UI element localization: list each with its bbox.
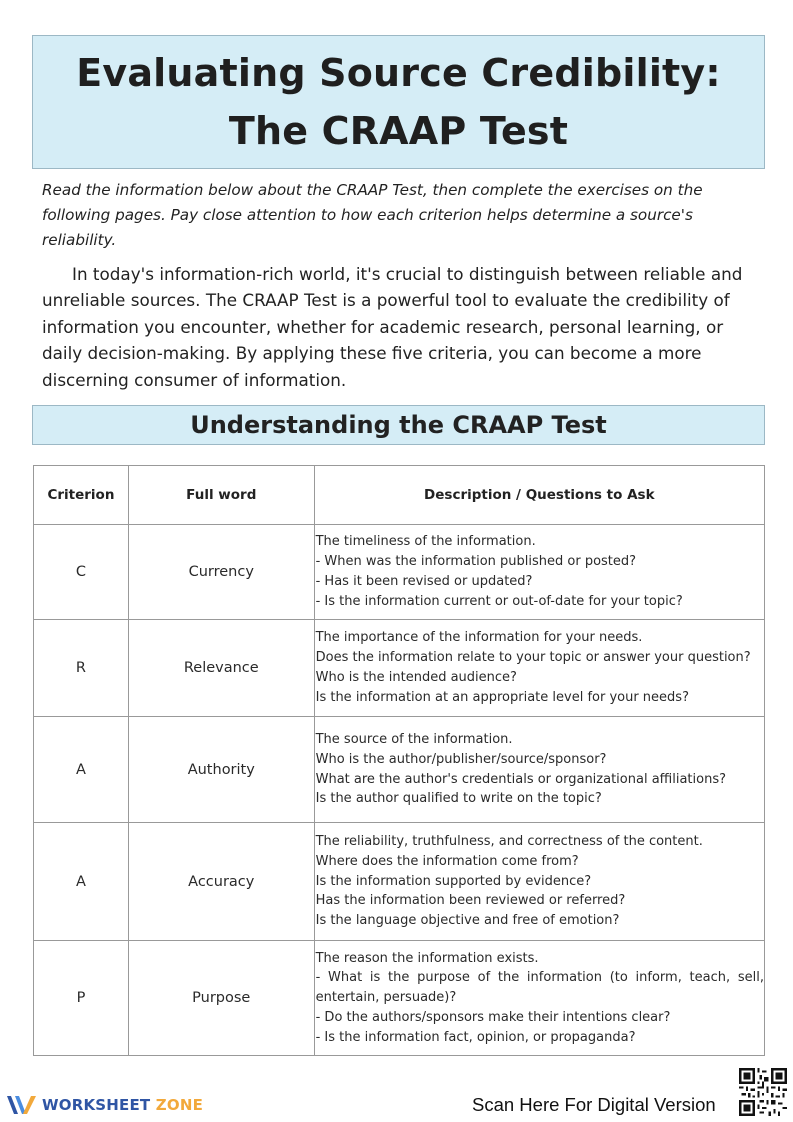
table-row [34,941,765,1056]
section-title: Understanding the CRAAP Test [190,411,607,439]
logo-word-worksheet: WORKSHEET [42,1096,151,1114]
header-description: Description / Questions to Ask [314,466,764,525]
criterion-description [314,717,764,823]
title-banner [32,35,765,169]
intro-paragraph [42,261,762,393]
description-line: Has the information been reviewed or referred? [315,893,626,909]
criterion-word: Authority [128,717,314,823]
table-header-row [34,466,765,525]
description-line: - Has it been revised or updated? [315,574,533,589]
header-full-word: Full word [128,466,314,525]
description-line: - When was the information published or posted? [315,554,637,570]
criterion-word: Accuracy [128,823,314,941]
logo-wordmark [42,1096,203,1114]
criterion-word: Purpose [128,941,314,1056]
craap-table [33,465,765,1056]
instructions-text: Read the information below about the CRAAP Test, then complete the exercises on the following pages. Pay close attention to how each criterion helps determine a source's reliability. [42,181,703,249]
criterion-letter: A [34,717,129,823]
section-banner [32,405,765,445]
table-row [34,823,765,941]
logo-word-zone: ZONE [155,1096,204,1114]
description-line: The reason the information exists. [315,950,539,966]
criterion-letter: C [34,525,129,620]
intro-paragraph-text: In today's information-rich world, it's crucial to distinguish between reliable and unreliable sources. The CRAAP Test is a powerful tool to evaluate the credibility of information you encounter, whether for academic research, personal learning, or daily decision-making. By applying these five criteria, you can become a more discerning consumer of information. [42,264,743,390]
description-line: Who is the intended audience? [315,670,517,685]
scan-instruction: Scan Here For Digital Version [472,1094,716,1115]
description-line: - Is the information fact, opinion, or propaganda? [315,1029,636,1045]
description-line: - Do the authors/sponsors make their intentions clear? [315,1009,671,1025]
table-row [34,717,765,823]
description-line: Is the language objective and free of emotion? [315,913,620,929]
criterion-description [314,823,764,941]
header-criterion: Criterion [34,466,129,525]
description-line: Where does the information come from? [315,853,579,869]
description-line: Who is the author/publisher/source/sponsor? [315,751,607,767]
description-line: Is the author qualified to write on the topic? [315,791,602,807]
page-title-line-1: Evaluating Source Credibility: [76,51,721,95]
criterion-description [314,525,764,620]
qr-code-icon[interactable] [739,1068,787,1116]
criterion-description [314,620,764,717]
description-line: The importance of the information for your needs. [315,630,643,646]
criterion-letter: A [34,823,129,941]
criterion-word: Relevance [128,620,314,717]
description-line: The source of the information. [315,731,513,747]
table-row [34,620,765,717]
criterion-letter: R [34,620,129,717]
criterion-word: Currency [128,525,314,620]
description-line: The timeliness of the information. [315,534,536,550]
criterion-description [314,941,764,1056]
description-line: - Is the information current or out-of-date for your topic? [315,593,683,609]
criterion-letter: P [34,941,129,1056]
description-line: Is the information supported by evidence? [315,873,592,889]
description-line: Is the information at an appropriate level for your needs? [315,689,689,705]
description-line: - What is the purpose of the information (to inform, teach, sell, entertain, persuade)? [315,970,764,1006]
description-line: What are the author's credentials or organizational affiliations? [315,771,726,787]
description-line: The reliability, truthfulness, and correctness of the content. [315,834,703,849]
description-line: Does the information relate to your topic or answer your question? [315,650,751,666]
worksheet-zone-logo-icon [6,1093,38,1117]
page-title-line-2: The CRAAP Test [228,109,569,153]
table-row [34,525,765,620]
worksheet-zone-logo [6,1091,203,1119]
